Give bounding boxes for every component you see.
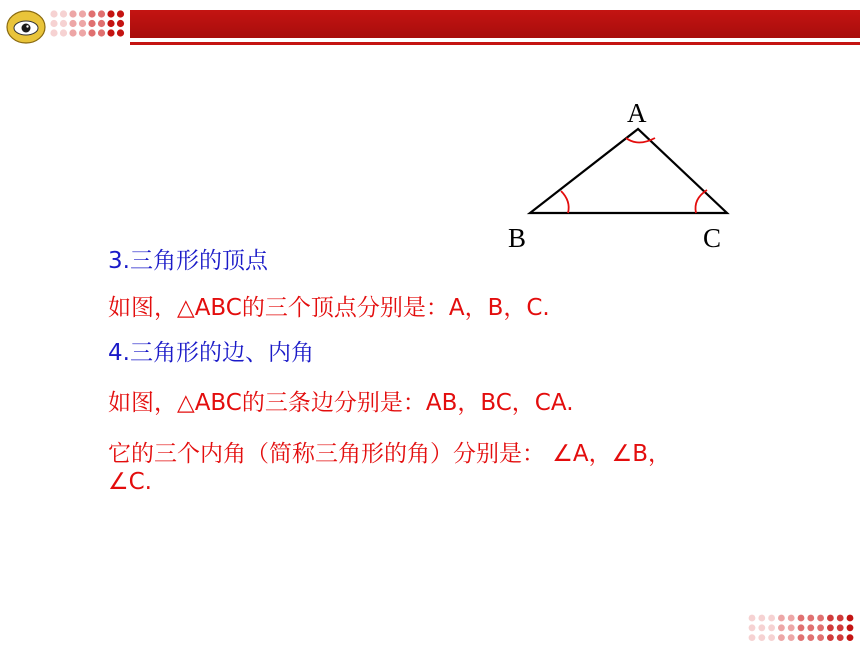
decorative-dot bbox=[827, 634, 834, 641]
vertex-label-c: C bbox=[703, 223, 722, 253]
decorative-dot bbox=[798, 634, 805, 641]
slide-header bbox=[0, 0, 860, 50]
decorative-dot bbox=[788, 634, 795, 641]
vertex-label-a: A bbox=[627, 98, 647, 128]
decorative-dot bbox=[69, 10, 76, 17]
vertex-description: 如图，△ABC的三个顶点分别是：A，B，C. bbox=[108, 295, 550, 321]
school-logo-icon bbox=[6, 10, 46, 44]
decorative-dot bbox=[788, 624, 795, 631]
decorative-dot bbox=[798, 624, 805, 631]
decorative-dot bbox=[117, 20, 124, 27]
decorative-dot bbox=[847, 634, 854, 641]
header-red-bar bbox=[130, 10, 860, 38]
decorative-dot bbox=[827, 624, 834, 631]
decorative-dot bbox=[69, 29, 76, 36]
decorative-dot bbox=[79, 29, 86, 36]
decorative-dot bbox=[778, 615, 785, 622]
vertex-label-b: B bbox=[508, 223, 527, 253]
decorative-dot bbox=[88, 10, 95, 17]
triangle-abc-diagram bbox=[500, 95, 750, 255]
decorative-dot bbox=[758, 624, 765, 631]
decorative-dot bbox=[69, 20, 76, 27]
sides-description: 如图，△ABC的三条边分别是：AB，BC，CA. bbox=[108, 390, 574, 416]
decorative-dot bbox=[117, 29, 124, 36]
decorative-dot bbox=[88, 29, 95, 36]
decorative-dot bbox=[749, 624, 756, 631]
decorative-dot bbox=[778, 634, 785, 641]
decorative-dot bbox=[827, 615, 834, 622]
decorative-dot bbox=[758, 615, 765, 622]
decorative-dots-bottom bbox=[748, 614, 858, 642]
decorative-dot bbox=[50, 10, 57, 17]
header-red-line bbox=[130, 42, 860, 45]
decorative-dot bbox=[807, 624, 814, 631]
decorative-dot bbox=[98, 10, 105, 17]
decorative-dot bbox=[98, 29, 105, 36]
decorative-dots-top bbox=[50, 10, 128, 40]
heading-sides-angles: 4.三角形的边、内角 bbox=[108, 340, 314, 366]
decorative-dot bbox=[79, 20, 86, 27]
decorative-dot bbox=[50, 20, 57, 27]
decorative-dot bbox=[817, 624, 824, 631]
decorative-dot bbox=[107, 20, 114, 27]
decorative-dot bbox=[847, 624, 854, 631]
decorative-dot bbox=[758, 634, 765, 641]
decorative-dot bbox=[107, 10, 114, 17]
decorative-dot bbox=[837, 615, 844, 622]
angles-description-line2: ∠C. bbox=[108, 469, 152, 495]
decorative-dot bbox=[817, 634, 824, 641]
decorative-dot bbox=[778, 624, 785, 631]
decorative-dot bbox=[79, 10, 86, 17]
decorative-dot bbox=[768, 634, 775, 641]
decorative-dot bbox=[768, 615, 775, 622]
decorative-dot bbox=[60, 20, 67, 27]
angle-b-arc bbox=[561, 191, 569, 213]
heading-vertex: 3.三角形的顶点 bbox=[108, 248, 268, 274]
decorative-dot bbox=[807, 615, 814, 622]
decorative-dot bbox=[788, 615, 795, 622]
decorative-dot bbox=[749, 634, 756, 641]
decorative-dot bbox=[749, 615, 756, 622]
decorative-dot bbox=[837, 634, 844, 641]
angles-description-line1: 它的三个内角（简称三角形的角）分别是： ∠A，∠B， bbox=[108, 441, 672, 467]
decorative-dot bbox=[768, 624, 775, 631]
decorative-dot bbox=[60, 29, 67, 36]
decorative-dot bbox=[817, 615, 824, 622]
decorative-dot bbox=[798, 615, 805, 622]
decorative-dot bbox=[107, 29, 114, 36]
decorative-dot bbox=[117, 10, 124, 17]
decorative-dot bbox=[98, 20, 105, 27]
decorative-dot bbox=[837, 624, 844, 631]
decorative-dot bbox=[807, 634, 814, 641]
decorative-dot bbox=[50, 29, 57, 36]
decorative-dot bbox=[60, 10, 67, 17]
decorative-dot bbox=[847, 615, 854, 622]
decorative-dot bbox=[88, 20, 95, 27]
